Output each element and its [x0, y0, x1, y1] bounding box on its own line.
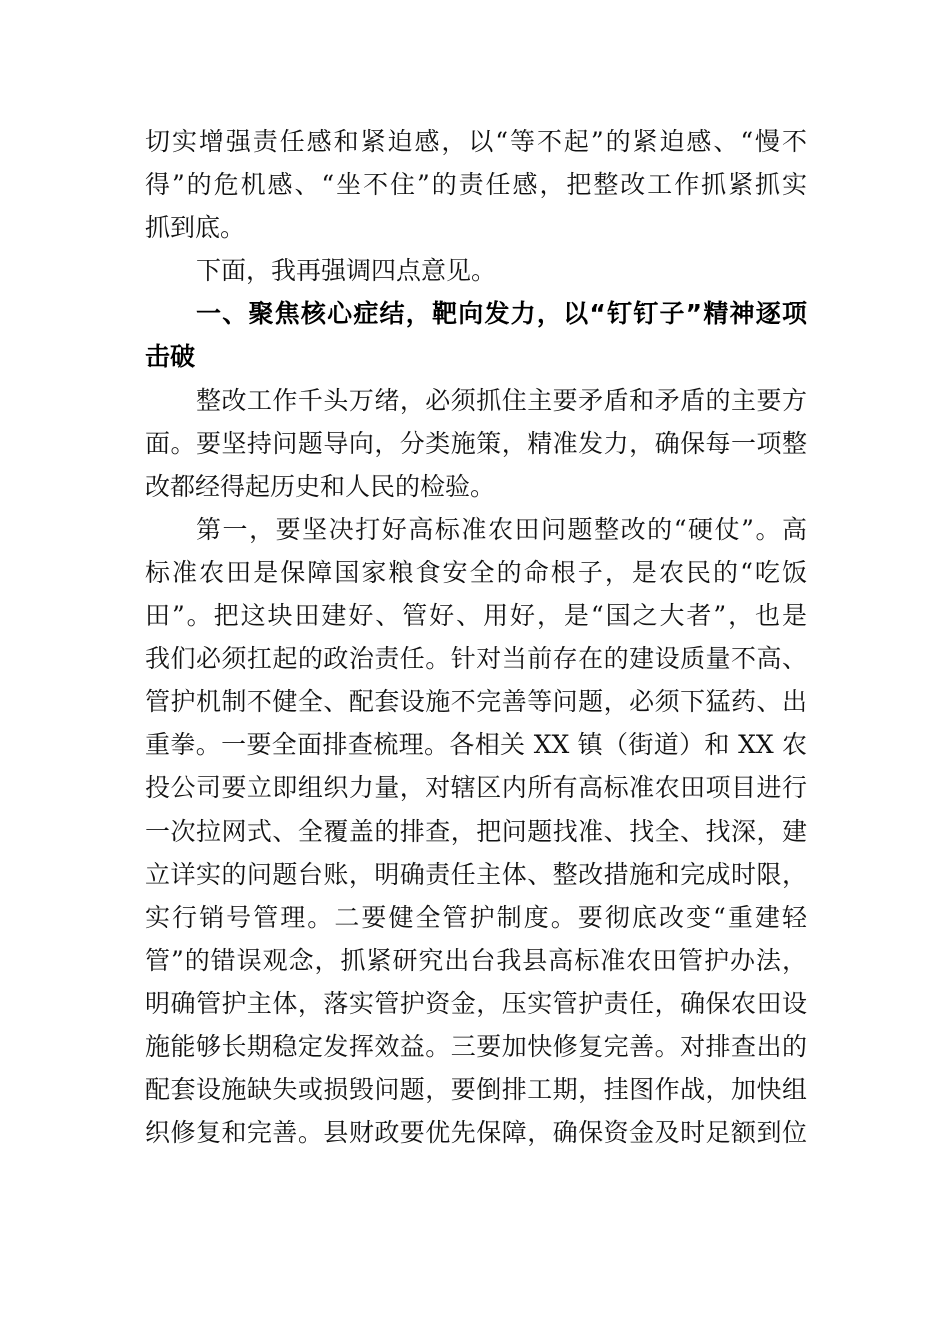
body-text-line: 立详实的问题台账，明确责任主体、整改措施和完成时限，: [145, 859, 807, 889]
body-text-line: 配套设施缺失或损毁问题，要倒排工期，挂图作战，加快组: [145, 1075, 807, 1105]
body-text-line: 实行销号管理。二要健全管护制度。要彻底改变“重建轻: [145, 902, 807, 932]
body-text-line: 重拳。一要全面排查梳理。各相关 XX 镇（街道）和 XX 农: [145, 730, 807, 760]
body-text-line: 管护机制不健全、配套设施不完善等问题，必须下猛药、出: [145, 687, 807, 717]
body-text-line: 抓到底。: [145, 213, 246, 243]
body-text-line: 整改工作千头万绪，必须抓住主要矛盾和矛盾的主要方: [196, 385, 807, 415]
body-text-line: 明确管护主体，落实管护资金，压实管护责任，确保农田设: [145, 988, 807, 1018]
body-text-line: 田”。把这块田建好、管好、用好，是“国之大者”，也是: [145, 601, 807, 631]
body-text-line: 管”的错误观念，抓紧研究出台我县高标准农田管护办法，: [145, 945, 807, 975]
body-text-line: 投公司要立即组织力量，对辖区内所有高标准农田项目进行: [145, 773, 807, 803]
body-text-line: 切实增强责任感和紧迫感，以“等不起”的紧迫感、“慢不: [145, 127, 807, 156]
body-text-line: 我们必须扛起的政治责任。针对当前存在的建设质量不高、: [145, 644, 807, 674]
body-text-line: 施能够长期稳定发挥效益。三要加快修复完善。对排查出的: [145, 1031, 807, 1061]
body-text-line: 织修复和完善。县财政要优先保障，确保资金及时足额到位: [145, 1118, 807, 1148]
body-text-line: 面。要坚持问题导向，分类施策，精准发力，确保每一项整: [145, 428, 807, 458]
body-text-line: 下面，我再强调四点意见。: [196, 256, 497, 286]
body-text-line: 得”的危机感、“坐不住”的责任感，把整改工作抓紧抓实: [145, 170, 807, 200]
body-text-line: 第一，要坚决打好高标准农田问题整改的“硬仗”。高: [196, 514, 807, 544]
document-body: [145, 120, 807, 1154]
section-heading-line: 一、聚焦核心症结，靶向发力，以“钉钉子”精神逐项: [196, 299, 807, 329]
body-text-line: 一次拉网式、全覆盖的排查，把问题找准、找全、找深，建: [145, 816, 807, 846]
section-heading-line: 击破: [145, 342, 196, 372]
body-text-line: 改都经得起历史和人民的检验。: [145, 471, 496, 501]
body-text-line: 标准农田是保障国家粮食安全的命根子，是农民的“吃饭: [145, 557, 807, 587]
